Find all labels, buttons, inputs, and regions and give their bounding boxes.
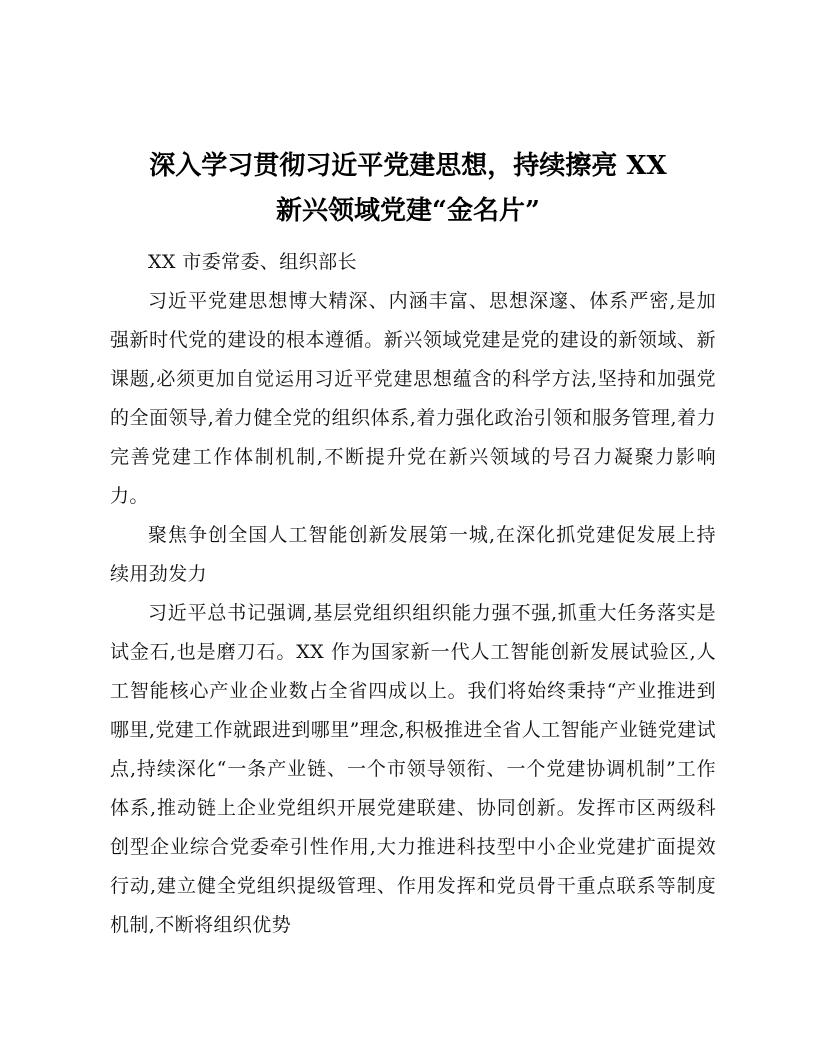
title-line-2: 新兴领域党建“金名片”	[276, 196, 540, 226]
document-body	[110, 243, 716, 945]
author-line: XX 市委常委、组织部长	[148, 251, 357, 273]
document-title	[108, 144, 708, 234]
paragraph-section-1: 习近平总书记强调,基层党组织组织能力强不强,抓重大任务落实是试金石,也是磨刀石。XX 作为国家新一代人工智能创新发展试验区,人工智能核心产业企业数占全省四成以上。我们将始终秉持“产业推进到哪里,党建工作就跟进到哪里”理念,积极推进全省人工智能产业链党建试点,持续深化“一条产业链、一个市领导领衔、一个党建协调机制”工作体系,推动链上企业党组织开展党建联建、协同创新。发挥市区两级科创型企业综合党委牵引性作用,大力推进科技型中小企业党建扩面提效行动,建立健全党组织提级管理、作用发挥和党员骨干重点联系等制度机制,不断将组织优势	[110, 602, 716, 936]
title-line-1: 深入学习贯彻习近平党建思想，持续擦亮 XX	[149, 151, 667, 181]
section-heading: 聚焦争创全国人工智能创新发展第一城,在深化抓党建促发展上持续用劲发力	[110, 524, 716, 585]
paragraph-intro: 习近平党建思想博大精深、内涵丰富、思想深邃、体系严密,是加强新时代党的建设的根本遵循。新兴领域党建是党的建设的新领域、新课题,必须更加自觉运用习近平党建思想蕴含的科学方法,坚持和加强党的全面领导,着力健全党的组织体系,着力强化政治引领和服务管理,着力完善党建工作体制机制,不断提升党在新兴领域的号召力凝聚力影响力。	[110, 290, 716, 507]
